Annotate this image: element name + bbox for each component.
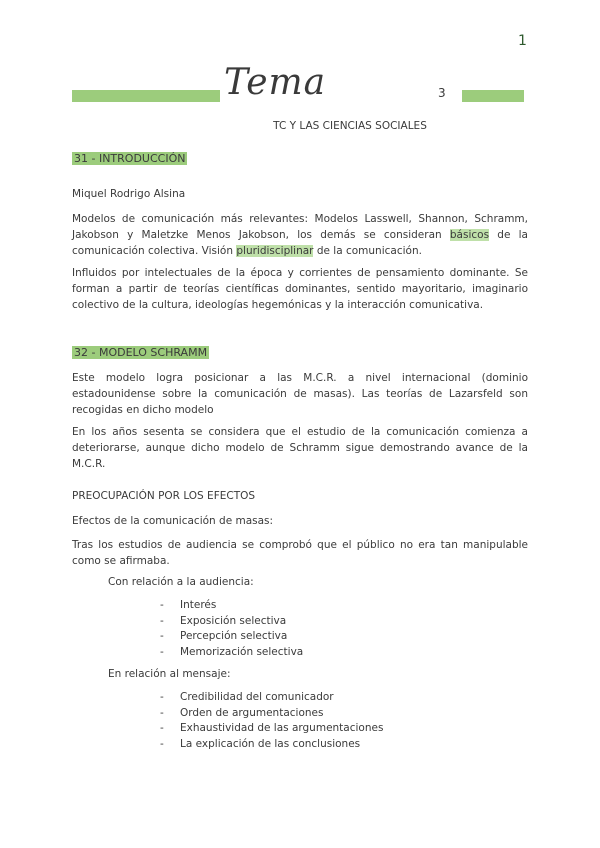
list-item: - La explicación de las conclusiones (160, 737, 383, 753)
list-item: - Memorización selectiva (160, 645, 303, 661)
highlight-basicos: básicos (449, 229, 490, 241)
title-word: Tema (224, 62, 327, 103)
title-number: 3 (438, 86, 446, 100)
p1-middle: de la comunicación colectiva. Visión (72, 229, 528, 257)
message-label: En relación al mensaje: (108, 668, 231, 680)
section-heading-32-text: 32 - MODELO SCHRAMM (74, 346, 208, 359)
page-title (72, 62, 524, 108)
paragraph-influences: Influidos por intelectuales de la época y corrientes de pensamiento dominante. Se forman a partir de teorías científicas dominantes, sentido mayoritario, imaginario colectivo de la cultura, ideologías hegemónicas y la interacción comunicativa. (72, 267, 528, 311)
audience-list (160, 598, 303, 660)
highlight-pluridisciplinar: pluridisciplinar (236, 245, 314, 257)
list-item: - Credibilidad del comunicador (160, 690, 383, 706)
paragraph-schramm-2: En los años sesenta se considera que el estudio de la comunicación comienza a deteriorarse, aunque dicho modelo de Schramm sigue demostrando avance de la M.C.R. (72, 426, 528, 470)
paragraph-models (72, 211, 528, 259)
paragraph-schramm-1: Este modelo logra posicionar a las M.C.R. a nivel internacional (dominio estadounidense sobre la comunicación de masas). Las teorías de Lazarsfeld son recogidas en dicho modelo (72, 372, 528, 416)
p1-after: de la comunicación. (313, 245, 422, 257)
title-bar-left (72, 90, 220, 102)
list-item: - Orden de argumentaciones (160, 706, 383, 722)
title-bar-right (462, 90, 524, 102)
p1-before: Modelos de comunicación más relevantes: Modelos Lasswell, Shannon, Schramm, Jakobson y Maletzke Menos Jakobson, los demás se consideran (72, 213, 528, 241)
effects-heading: PREOCUPACIÓN POR LOS EFECTOS (72, 490, 256, 502)
effects-paragraph: Tras los estudios de audiencia se comprobó que el público no era tan manipulable como se afirmaba. (72, 539, 528, 567)
section-heading-31-text: 31 - INTRODUCCIÓN (74, 152, 186, 165)
author: Miquel Rodrigo Alsina (72, 188, 186, 200)
page-number: 1 (518, 33, 527, 49)
message-list (160, 690, 383, 752)
list-item: - Exhaustividad de las argumentaciones (160, 721, 383, 737)
section-heading-32 (72, 346, 209, 359)
list-item: - Exposición selectiva (160, 614, 303, 630)
section-heading-31 (72, 152, 187, 165)
list-item: - Percepción selectiva (160, 629, 303, 645)
subtitle: TC Y LAS CIENCIAS SOCIALES (273, 120, 427, 132)
list-item: - Interés (160, 598, 303, 614)
audience-label: Con relación a la audiencia: (108, 576, 254, 588)
effects-intro: Efectos de la comunicación de masas: (72, 515, 274, 527)
